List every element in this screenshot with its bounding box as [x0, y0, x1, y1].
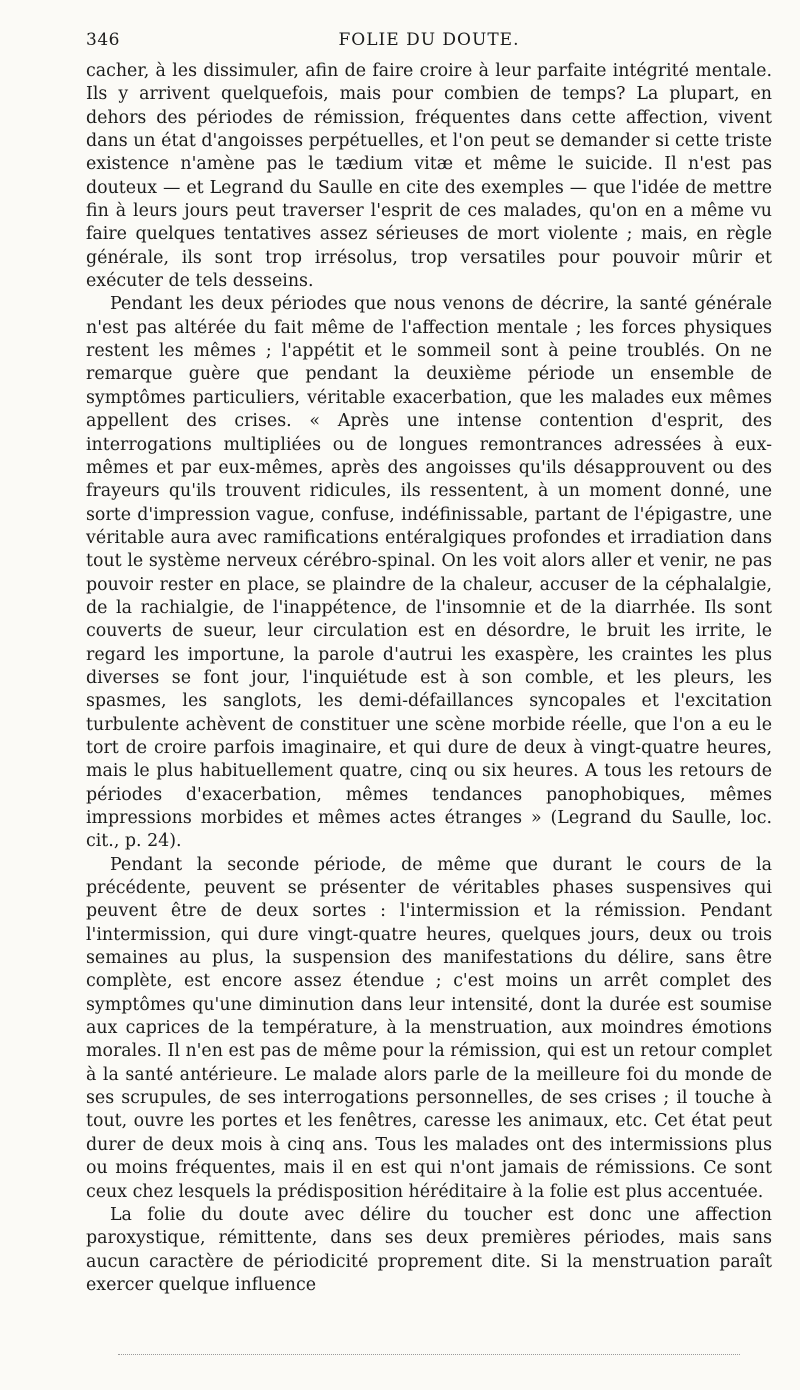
paragraph-crises: Pendant les deux périodes que nous venons de décrire, la santé générale n'est pas altérée du fait même de l'affection mentale ; les forces physiques restent les mêmes ; l'appétit et le sommeil sont à peine troublés. On ne remarque guère que pendant la deuxième période un ensemble de symptômes particuliers, véritable exacerbation, que les malades eux mêmes appellent des crises. « Après une intense contention d'esprit, des interrogations multipliées ou de longues remontrances adressées à eux-mêmes et par eux-mêmes, après des angoisses qu'ils désapprouvent ou des frayeurs qu'ils trouvent ridicules, ils ressentent, à un moment donné, une sorte d'impression vague, confuse, indéfinissable, partant de l'épigastre, une véritable aura avec ramifications entéralgiques profondes et irradiation dans tout le système nerveux cérébro-spinal. On les voit alors aller et venir, ne pas pouvoir rester en place, se plaindre de la chaleur, accuser de la céphalalgie, de la rachialgie, de l'inappétence, de l'insomnie et de la diarrhée. Ils sont couverts de sueur, leur circulation est en désordre, le bruit les irrite, le regard les importune, la parole d'autrui les exaspère, les craintes les plus diverses se font jour, l'inquiétude est à son comble, et les pleurs, les spasmes, les sanglots, les demi-défaillances syncopales et l'excitation turbulente achèvent de constituer une scène morbide réelle, que l'on a eu le tort de croire parfois imaginaire, et qui dure de deux à vingt-quatre heures, mais le plus habituellement quatre, cinq ou six heures. A tous les retours de périodes d'exacerbation, mêmes tendances panophobiques, mêmes impressions morbides et mêmes actes étranges » (Legrand du Saulle, loc. cit., p. 24). — [86, 294, 772, 852]
page-number: 346 — [86, 30, 120, 50]
page-header — [86, 30, 772, 56]
paragraph-paroxystique: La folie du doute avec délire du toucher est donc une affection paroxystique, rémittente, dans ses deux premières périodes, mais sans aucun caractère de périodicité proprement dite. Si la menstruation paraît exercer quelque influence — [86, 1204, 772, 1295]
paragraph-intermission-remission: Pendant la seconde période, de même que durant le cours de la précédente, peuvent se présenter de véritables phases suspensives qui peuvent être de deux sortes : l'intermission et la rémission. Pendant l'intermission, qui dure vingt-quatre heures, quelques jours, deux ou trois semaines au plus, la suspension des manifestations du délire, sans être complète, est encore assez étendue ; c'est moins un arrêt complet des symptômes qu'une diminution dans leur intensité, dont la durée est soumise aux caprices de la température, à la menstruation, aux moindres émotions morales. Il n'en est pas de même pour la rémission, qui est un retour complet à la santé antérieure. Le malade alors parle de la meilleure foi du monde de ses scrupules, de ses interrogations personnelles, de ses crises ; il touche à tout, ouvre les portes et les fenêtres, caresse les animaux, etc. Cet état peut durer de deux mois à cinq ans. Tous les malades ont des intermissions plus ou moins fréquentes, mais il en est qui n'ont jamais de rémissions. Ce sont ceux chez lesquels la prédisposition héréditaire à la folie est plus accentuée. — [86, 854, 772, 1202]
paragraph-continued: cacher, à les dissimuler, afin de faire croire à leur parfaite intégrité mentale. Ils y arrivent quelquefois, mais pour combien de temps? La plupart, en dehors des périodes de rémission, fréquentes dans cette affection, vivent dans un état d'angoisses perpétuelles, et l'on peut se demander si cette triste existence n'amène pas le tædium vitæ et même le suicide. Il n'est pas douteux — et Legrand du Saulle en cite des exemples — que l'idée de mettre fin à leurs jours peut traverser l'esprit de ces malades, qu'on en a même vu faire quelques tentatives assez sérieuses de mort violente ; mais, en règle générale, ils sont trop irrésolus, trop versatiles pour pouvoir mûrir et exécuter de tels desseins. — [86, 61, 772, 292]
running-title: FOLIE DU DOUTE. — [338, 30, 520, 50]
bottom-dotted-rule — [118, 1354, 740, 1355]
body-text — [86, 60, 772, 1297]
